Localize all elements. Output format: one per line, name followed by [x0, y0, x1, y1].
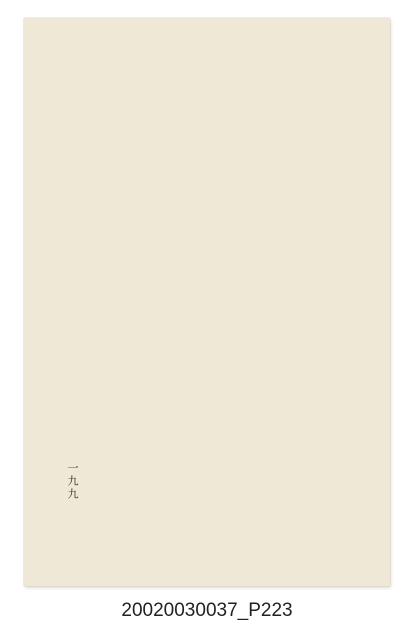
text-line [311, 104, 324, 522]
text-line [273, 104, 286, 522]
text-line [102, 104, 115, 522]
text-line [292, 104, 305, 522]
body-text [0, 104, 362, 522]
text-line [83, 104, 96, 522]
text-line [159, 104, 172, 522]
text-line [7, 104, 20, 522]
text-line [197, 104, 210, 522]
text-line [178, 104, 191, 522]
page-number: 一九九 [66, 462, 79, 501]
text-line [140, 104, 153, 522]
text-line [26, 104, 39, 522]
text-line [0, 104, 1, 522]
text-line [64, 104, 77, 522]
text-line [235, 104, 248, 522]
text-line [121, 104, 134, 522]
catalog-id: 20020030037_P223 [121, 600, 293, 621]
text-line [330, 104, 343, 522]
text-line [254, 104, 267, 522]
text-line [349, 104, 362, 522]
text-line [216, 104, 229, 522]
text-line [45, 104, 58, 522]
document-page [24, 18, 390, 586]
